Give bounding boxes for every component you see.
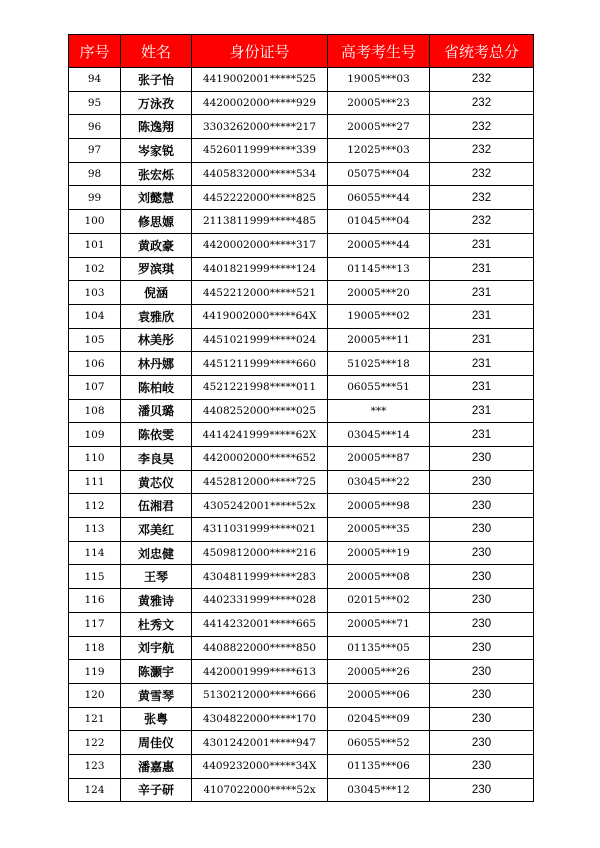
table-row	[69, 257, 534, 281]
header-id-number: 身份证号	[192, 35, 328, 68]
row-score: 230	[430, 589, 534, 613]
row-exam-number: ***	[328, 399, 430, 423]
row-id-number: 4408252000*****025	[192, 399, 328, 423]
row-id-number: 4305242001*****52x	[192, 494, 328, 518]
table-row	[69, 304, 534, 328]
row-score: 231	[430, 399, 534, 423]
row-name: 陈依雯	[121, 423, 192, 447]
row-name: 刘宇航	[121, 636, 192, 660]
row-name: 刘懿慧	[121, 186, 192, 210]
row-exam-number: 19005***02	[328, 304, 430, 328]
row-score: 231	[430, 233, 534, 257]
row-seq: 114	[69, 541, 121, 565]
row-exam-number: 20005***44	[328, 233, 430, 257]
row-id-number: 4301242001*****947	[192, 731, 328, 755]
row-score: 230	[430, 541, 534, 565]
row-exam-number: 20005***71	[328, 612, 430, 636]
row-score: 231	[430, 304, 534, 328]
row-id-number: 4509812000*****216	[192, 541, 328, 565]
row-name: 黄雅诗	[121, 589, 192, 613]
row-exam-number: 01135***05	[328, 636, 430, 660]
row-id-number: 2113811999*****485	[192, 210, 328, 234]
row-seq: 100	[69, 210, 121, 234]
row-seq: 111	[69, 470, 121, 494]
row-seq: 110	[69, 447, 121, 471]
row-id-number: 4452812000*****725	[192, 470, 328, 494]
row-exam-number: 20005***26	[328, 660, 430, 684]
table-row	[69, 233, 534, 257]
row-name: 邓美红	[121, 518, 192, 542]
row-exam-number: 20005***06	[328, 683, 430, 707]
row-id-number: 4107022000*****52x	[192, 778, 328, 802]
row-exam-number: 06055***52	[328, 731, 430, 755]
row-score: 232	[430, 139, 534, 163]
row-name: 万泳孜	[121, 91, 192, 115]
table-row	[69, 778, 534, 802]
score-table-container	[68, 34, 533, 802]
row-score: 230	[430, 636, 534, 660]
row-name: 伍湘君	[121, 494, 192, 518]
row-seq: 98	[69, 162, 121, 186]
row-exam-number: 20005***87	[328, 447, 430, 471]
table-row	[69, 470, 534, 494]
row-seq: 115	[69, 565, 121, 589]
row-exam-number: 51025***18	[328, 352, 430, 376]
row-name: 罗滨琪	[121, 257, 192, 281]
row-exam-number: 20005***27	[328, 115, 430, 139]
row-score: 231	[430, 423, 534, 447]
table-row	[69, 707, 534, 731]
row-id-number: 4420002000*****652	[192, 447, 328, 471]
row-score: 230	[430, 494, 534, 518]
table-body	[69, 68, 534, 802]
row-id-number: 4419002001*****525	[192, 68, 328, 92]
row-score: 232	[430, 210, 534, 234]
row-name: 黄雪琴	[121, 683, 192, 707]
row-score: 231	[430, 281, 534, 305]
row-name: 陈灏宇	[121, 660, 192, 684]
row-exam-number: 20005***08	[328, 565, 430, 589]
row-score: 230	[430, 731, 534, 755]
row-score: 232	[430, 162, 534, 186]
row-exam-number: 01145***13	[328, 257, 430, 281]
row-name: 陈柏岐	[121, 375, 192, 399]
row-id-number: 3303262000*****217	[192, 115, 328, 139]
table-row	[69, 660, 534, 684]
row-score: 230	[430, 470, 534, 494]
row-seq: 122	[69, 731, 121, 755]
table-row	[69, 518, 534, 542]
row-seq: 94	[69, 68, 121, 92]
row-exam-number: 05075***04	[328, 162, 430, 186]
row-id-number: 4304811999*****283	[192, 565, 328, 589]
row-score: 230	[430, 660, 534, 684]
row-exam-number: 20005***23	[328, 91, 430, 115]
row-id-number: 4451021999*****024	[192, 328, 328, 352]
row-seq: 97	[69, 139, 121, 163]
row-seq: 116	[69, 589, 121, 613]
row-name: 倪涵	[121, 281, 192, 305]
table-row	[69, 210, 534, 234]
table-row	[69, 352, 534, 376]
row-name: 黄政豪	[121, 233, 192, 257]
row-seq: 105	[69, 328, 121, 352]
table-header-row	[69, 35, 534, 68]
row-seq: 113	[69, 518, 121, 542]
row-name: 袁雅欣	[121, 304, 192, 328]
row-seq: 121	[69, 707, 121, 731]
score-table	[68, 34, 534, 802]
row-seq: 119	[69, 660, 121, 684]
row-seq: 124	[69, 778, 121, 802]
table-row	[69, 541, 534, 565]
row-id-number: 4311031999*****021	[192, 518, 328, 542]
table-row	[69, 731, 534, 755]
row-exam-number: 01045***04	[328, 210, 430, 234]
row-name: 林丹娜	[121, 352, 192, 376]
row-seq: 99	[69, 186, 121, 210]
row-exam-number: 20005***19	[328, 541, 430, 565]
row-seq: 104	[69, 304, 121, 328]
row-name: 张宏烁	[121, 162, 192, 186]
row-id-number: 4414241999*****62X	[192, 423, 328, 447]
row-score: 230	[430, 683, 534, 707]
row-score: 230	[430, 778, 534, 802]
row-id-number: 4405832000*****534	[192, 162, 328, 186]
row-score: 230	[430, 565, 534, 589]
row-exam-number: 02015***02	[328, 589, 430, 613]
row-score: 230	[430, 754, 534, 778]
row-exam-number: 01135***06	[328, 754, 430, 778]
table-row	[69, 375, 534, 399]
row-exam-number: 20005***98	[328, 494, 430, 518]
table-row	[69, 612, 534, 636]
row-name: 周佳仪	[121, 731, 192, 755]
header-total-score: 省统考总分	[430, 35, 534, 68]
row-seq: 112	[69, 494, 121, 518]
row-exam-number: 19005***03	[328, 68, 430, 92]
row-exam-number: 03045***12	[328, 778, 430, 802]
table-row	[69, 91, 534, 115]
row-score: 230	[430, 518, 534, 542]
row-seq: 106	[69, 352, 121, 376]
row-exam-number: 12025***03	[328, 139, 430, 163]
header-seq: 序号	[69, 35, 121, 68]
row-seq: 117	[69, 612, 121, 636]
table-row	[69, 328, 534, 352]
row-name: 杜秀文	[121, 612, 192, 636]
row-exam-number: 06055***44	[328, 186, 430, 210]
table-row	[69, 636, 534, 660]
row-score: 231	[430, 375, 534, 399]
row-exam-number: 03045***14	[328, 423, 430, 447]
table-row	[69, 115, 534, 139]
row-seq: 101	[69, 233, 121, 257]
table-row	[69, 139, 534, 163]
row-seq: 109	[69, 423, 121, 447]
row-score: 231	[430, 257, 534, 281]
row-seq: 108	[69, 399, 121, 423]
row-id-number: 4401821999*****124	[192, 257, 328, 281]
row-name: 辛子研	[121, 778, 192, 802]
row-seq: 118	[69, 636, 121, 660]
row-name: 李良昊	[121, 447, 192, 471]
header-exam-number: 高考考生号	[328, 35, 430, 68]
table-row	[69, 186, 534, 210]
table-row	[69, 399, 534, 423]
row-id-number: 4451211999*****660	[192, 352, 328, 376]
row-score: 232	[430, 68, 534, 92]
row-id-number: 5130212000*****666	[192, 683, 328, 707]
row-score: 232	[430, 91, 534, 115]
row-seq: 123	[69, 754, 121, 778]
row-name: 刘忠健	[121, 541, 192, 565]
row-score: 230	[430, 707, 534, 731]
row-name: 林美彤	[121, 328, 192, 352]
row-score: 232	[430, 115, 534, 139]
row-seq: 102	[69, 257, 121, 281]
table-row	[69, 281, 534, 305]
row-name: 潘嘉惠	[121, 754, 192, 778]
header-name: 姓名	[121, 35, 192, 68]
row-id-number: 4452212000*****521	[192, 281, 328, 305]
row-score: 232	[430, 186, 534, 210]
table-row	[69, 683, 534, 707]
row-score: 230	[430, 612, 534, 636]
row-exam-number: 02045***09	[328, 707, 430, 731]
row-name: 张子怡	[121, 68, 192, 92]
table-row	[69, 754, 534, 778]
row-seq: 95	[69, 91, 121, 115]
row-id-number: 4420002000*****317	[192, 233, 328, 257]
row-name: 王琴	[121, 565, 192, 589]
row-id-number: 4521221998*****011	[192, 375, 328, 399]
table-row	[69, 565, 534, 589]
row-seq: 120	[69, 683, 121, 707]
table-row	[69, 494, 534, 518]
table-row	[69, 423, 534, 447]
table-row	[69, 162, 534, 186]
row-name: 黄芯仪	[121, 470, 192, 494]
table-row	[69, 589, 534, 613]
table-row	[69, 68, 534, 92]
row-id-number: 4402331999*****028	[192, 589, 328, 613]
table-row	[69, 447, 534, 471]
row-seq: 103	[69, 281, 121, 305]
row-id-number: 4452222000*****825	[192, 186, 328, 210]
row-exam-number: 03045***22	[328, 470, 430, 494]
row-id-number: 4420002000*****929	[192, 91, 328, 115]
row-score: 231	[430, 352, 534, 376]
row-name: 岑家锐	[121, 139, 192, 163]
row-name: 修思嫄	[121, 210, 192, 234]
row-id-number: 4526011999*****339	[192, 139, 328, 163]
row-exam-number: 06055***51	[328, 375, 430, 399]
row-seq: 107	[69, 375, 121, 399]
row-name: 潘贝璐	[121, 399, 192, 423]
row-id-number: 4304822000*****170	[192, 707, 328, 731]
row-id-number: 4419002000*****64X	[192, 304, 328, 328]
row-score: 231	[430, 328, 534, 352]
row-id-number: 4420001999*****613	[192, 660, 328, 684]
row-seq: 96	[69, 115, 121, 139]
row-exam-number: 20005***35	[328, 518, 430, 542]
row-id-number: 4414232001*****665	[192, 612, 328, 636]
row-exam-number: 20005***11	[328, 328, 430, 352]
row-id-number: 4408822000*****850	[192, 636, 328, 660]
row-exam-number: 20005***20	[328, 281, 430, 305]
row-score: 230	[430, 447, 534, 471]
row-name: 陈逸翔	[121, 115, 192, 139]
row-id-number: 4409232000*****34X	[192, 754, 328, 778]
row-name: 张粤	[121, 707, 192, 731]
